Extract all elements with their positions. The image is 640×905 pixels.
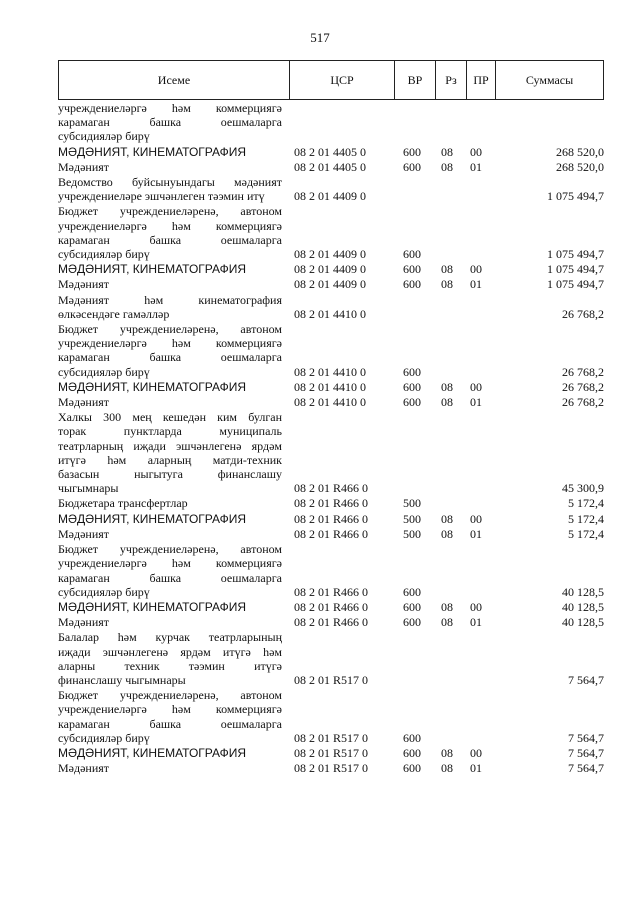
row-name [58,761,288,775]
row-rz: 08 [441,745,453,760]
row-name-line: карамаган башка оешмаларга [58,716,282,731]
row-csr: 08 2 01 R466 0 [294,496,369,511]
row-name [58,542,288,599]
table-row [58,496,604,510]
row-name-line: карамаган башка оешмаларга [58,570,282,585]
table-row [58,262,604,276]
row-sum: 40 128,5 [562,615,604,630]
row-vr: 500 [403,496,421,511]
row-name-line: учреждениеләргә һәм коммерциягә [58,218,282,233]
row-name [58,175,288,203]
row-pr: 01 [470,526,482,541]
row-name-line: иҗади эшчәнлегенә ярдәм итүгә һәм [58,644,282,659]
table-row [58,746,604,760]
row-name-line: базасын ныгытуга финанслашу [58,467,282,482]
row-name [58,746,288,760]
row-rz: 08 [441,526,453,541]
row-csr: 08 2 01 4409 0 [294,189,366,204]
table-row [58,145,604,159]
row-csr: 08 2 01 4410 0 [294,379,366,394]
row-csr: 08 2 01 4405 0 [294,159,366,174]
row-vr: 600 [403,599,421,614]
table-row [58,160,604,174]
row-sum: 26 768,2 [562,364,604,379]
row-pr: 00 [470,745,482,760]
row-name [58,277,288,291]
row-vr: 600 [403,379,421,394]
row-name-line: аларны техник тәэмин итүгә [58,658,282,673]
row-name [58,600,288,614]
row-rz: 08 [441,511,453,526]
row-pr: 01 [470,159,482,174]
row-name-line: театрларның иҗади эшчәнлегенә ярдәм [58,438,282,453]
row-name [58,496,288,510]
row-name-line: учреждениеләргә һәм коммерциягә [58,336,282,351]
row-name-line: Мәдәният [58,615,110,630]
row-csr: 08 2 01 R466 0 [294,584,369,599]
table-row [58,395,604,409]
row-name-line: МӘДӘНИЯТ, КИНЕМАТОГРАФИЯ [58,144,246,159]
row-name-line: Халкы 300 мең кешедән ким булган [58,410,282,425]
row-vr: 600 [403,745,421,760]
row-name-line: учреждениеләргә һәм коммерциягә [58,556,282,571]
row-name-line: субсидияләр бирү [58,129,150,144]
row-pr: 00 [470,379,482,394]
row-rz: 08 [441,159,453,174]
row-csr: 08 2 01 R517 0 [294,745,369,760]
row-name [58,145,288,159]
row-sum: 7 564,7 [568,672,604,687]
row-pr: 00 [470,262,482,277]
row-name-line: Бюджет учреждениеләренә, автоном [58,542,282,557]
table-row [58,175,604,203]
row-name-line: Мәдәният [58,277,110,292]
row-sum: 26 768,2 [562,306,604,321]
row-name-line: финанслашу чыгымнары [58,672,186,687]
row-vr: 600 [403,144,421,159]
row-rz: 08 [441,144,453,159]
row-sum: 268 520,0 [556,144,604,159]
row-name-line: Бюджет учреждениеләренә, автоном [58,322,282,337]
row-name [58,410,288,495]
table-row [58,600,604,614]
row-name-line: торак пунктларда муниципаль [58,424,282,439]
table-row [58,204,604,261]
row-csr: 08 2 01 R466 0 [294,481,369,496]
row-name-line: МӘДӘНИЯТ, КИНЕМАТОГРАФИЯ [58,379,246,394]
row-sum: 40 128,5 [562,599,604,614]
row-name-line: МӘДӘНИЯТ, КИНЕМАТОГРАФИЯ [58,745,246,760]
row-sum: 45 300,9 [562,481,604,496]
page-number: 517 [310,30,330,45]
row-name-line: Ведомство буйсынуындагы мәдәният [58,175,282,190]
row-sum: 5 172,4 [568,526,604,541]
row-name-line: субсидияләр бирү [58,730,150,745]
row-vr: 600 [403,730,421,745]
header-sum: Суммасы [525,72,574,87]
table-row [58,322,604,379]
table-row [58,527,604,541]
row-rz: 08 [441,615,453,630]
row-vr: 600 [403,395,421,410]
row-name-line: Мәдәният һәм кинематография [58,292,282,307]
row-vr: 600 [403,247,421,262]
row-sum: 5 172,4 [568,511,604,526]
row-name-line: учреждениеләргә һәм коммерциягә [58,101,282,115]
row-vr: 500 [403,526,421,541]
row-name-line: Мәдәният [58,761,110,776]
row-csr: 08 2 01 4410 0 [294,364,366,379]
row-sum: 268 520,0 [556,159,604,174]
row-name-line: МӘДӘНИЯТ, КИНЕМАТОГРАФИЯ [58,262,246,277]
row-sum: 1 075 494,7 [547,277,604,292]
row-name-line: Бюджет учреждениеләренә, автоном [58,688,282,703]
row-name [58,395,288,409]
row-vr: 500 [403,511,421,526]
header-vr: ВР [395,61,436,99]
row-csr: 08 2 01 4410 0 [294,306,366,321]
table-row [58,615,604,629]
row-csr: 08 2 01 R466 0 [294,615,369,630]
table-row [58,761,604,775]
row-pr: 01 [470,277,482,292]
table-row [58,410,604,495]
row-name-line: субсидияләр бирү [58,364,150,379]
header-pr: ПР [467,61,496,99]
row-sum: 1 075 494,7 [547,189,604,204]
row-name [58,204,288,261]
row-name-line: итүгә һәм аларның матди-техник [58,452,282,467]
row-rz: 08 [441,395,453,410]
row-name-line: учреждениеләре эшчәнлеген тәэмин итү [58,189,265,204]
row-name-line: карамаган башка оешмаларга [58,115,282,130]
row-name [58,512,288,526]
row-name-line: субсидияләр бирү [58,247,150,262]
row-csr: 08 2 01 4405 0 [294,144,366,159]
row-rz: 08 [441,277,453,292]
row-name-line: МӘДӘНИЯТ, КИНЕМАТОГРАФИЯ [58,599,246,614]
row-name-line: Бюджет учреждениеләренә, автоном [58,204,282,219]
table-row [58,380,604,394]
row-csr: 08 2 01 4409 0 [294,247,366,262]
row-sum: 1 075 494,7 [547,262,604,277]
row-name [58,380,288,394]
row-sum: 40 128,5 [562,584,604,599]
header-rz: Рз [436,61,467,99]
row-name [58,688,288,745]
row-name-line: субсидияләр бирү [58,584,150,599]
table-row [58,512,604,526]
row-name [58,262,288,276]
header-csr: ЦСР [290,61,395,99]
row-pr: 01 [470,615,482,630]
row-rz: 08 [441,599,453,614]
row-name [58,322,288,379]
row-rz: 08 [441,761,453,776]
row-name [58,101,288,144]
row-name-line: учреждениеләргә һәм коммерциягә [58,702,282,717]
row-csr: 08 2 01 4409 0 [294,262,366,277]
row-name-line: Бюджетара трансфертлар [58,496,188,511]
row-rz: 08 [441,262,453,277]
row-name-line: Мәдәният [58,159,110,174]
row-name-line: Балалар һәм курчак театрларының [58,630,282,645]
row-vr: 600 [403,615,421,630]
row-csr: 08 2 01 R466 0 [294,599,369,614]
row-vr: 600 [403,159,421,174]
row-csr: 08 2 01 R466 0 [294,511,369,526]
row-name-line: чыгымнары [58,481,119,496]
row-pr: 00 [470,511,482,526]
row-sum: 26 768,2 [562,395,604,410]
row-sum: 1 075 494,7 [547,247,604,262]
table-row [58,277,604,291]
table-row [58,630,604,687]
table-row [58,293,604,321]
row-pr: 01 [470,395,482,410]
row-vr: 600 [403,584,421,599]
row-name [58,293,288,321]
row-pr: 00 [470,599,482,614]
row-csr: 08 2 01 4409 0 [294,277,366,292]
row-vr: 600 [403,364,421,379]
row-name-line: карамаган башка оешмаларга [58,350,282,365]
row-name-line: МӘДӘНИЯТ, КИНЕМАТОГРАФИЯ [58,511,246,526]
table-header [58,60,604,100]
row-name [58,615,288,629]
table-row [58,688,604,745]
row-name-line: Мәдәният [58,395,110,410]
row-name-line: Мәдәният [58,526,110,541]
header-name: Исеме [59,61,290,99]
row-csr: 08 2 01 R517 0 [294,761,369,776]
row-name [58,160,288,174]
row-vr: 600 [403,277,421,292]
row-name-line: карамаган башка оешмаларга [58,232,282,247]
row-pr: 00 [470,144,482,159]
row-sum: 7 564,7 [568,730,604,745]
table-row [58,542,604,599]
row-sum: 7 564,7 [568,761,604,776]
row-sum: 7 564,7 [568,745,604,760]
row-name [58,527,288,541]
table-row [58,101,604,144]
row-sum: 5 172,4 [568,496,604,511]
row-csr: 08 2 01 R517 0 [294,730,369,745]
row-csr: 08 2 01 R517 0 [294,672,369,687]
row-csr: 08 2 01 R466 0 [294,526,369,541]
row-pr: 01 [470,761,482,776]
row-vr: 600 [403,262,421,277]
row-csr: 08 2 01 4410 0 [294,395,366,410]
row-name-line: өлкәсендәге гамәлләр [58,306,170,321]
row-vr: 600 [403,761,421,776]
row-name [58,630,288,687]
row-sum: 26 768,2 [562,379,604,394]
table-body [58,101,604,775]
row-rz: 08 [441,379,453,394]
